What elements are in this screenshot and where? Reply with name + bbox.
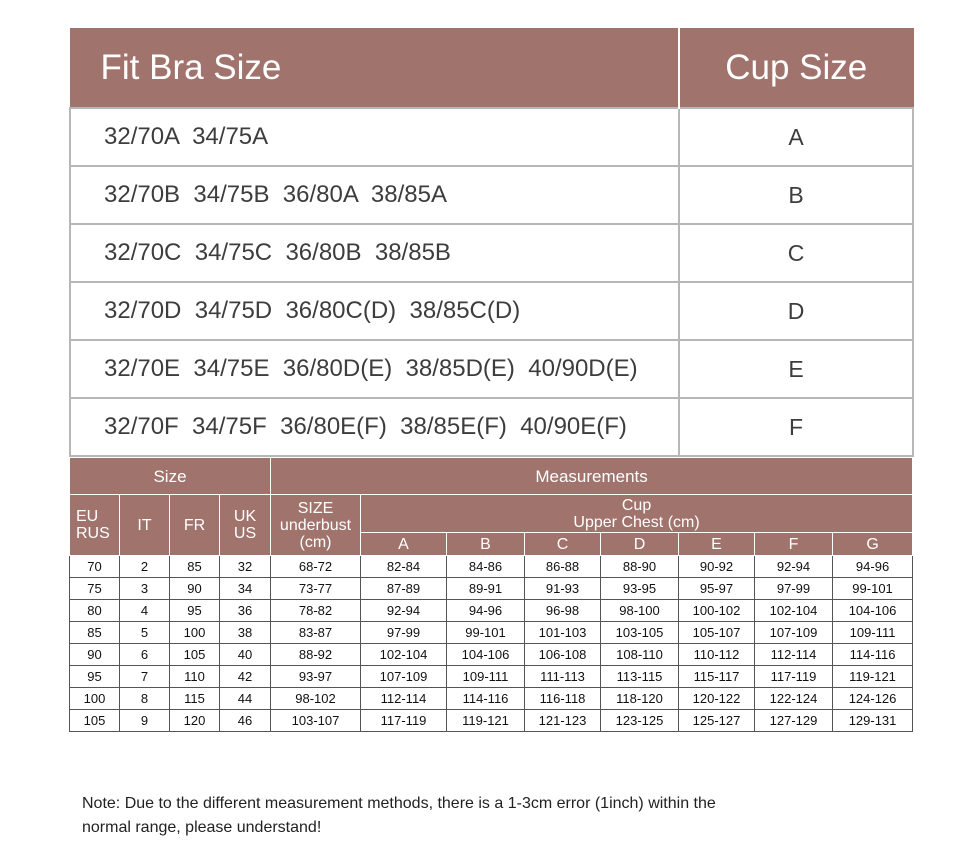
meas-header-row-2 [70,495,913,533]
measurement-row [70,710,913,732]
measurement-cell: 112-114 [361,688,447,710]
measurement-cell: 122-124 [755,688,833,710]
size-underbust-header [271,495,361,556]
cup-size-cell: A [679,108,913,166]
measurement-cell: 96-98 [525,600,601,622]
size-label: SIZE [297,499,334,517]
measurement-row [70,622,913,644]
measurement-cell: 115-117 [679,666,755,688]
measurement-cell: 115 [170,688,220,710]
measurement-cell: 73-77 [271,578,361,600]
cup-size-cell: B [679,166,913,224]
measurement-cell: 2 [120,556,170,578]
measurement-cell: 68-72 [271,556,361,578]
fit-table-row [70,340,913,398]
cup-size-header: Cup Size [679,29,913,109]
cup-upper-chest-header [361,495,913,533]
measurement-cell: 100 [70,688,120,710]
fit-sizes-cell: 32/70A 34/75A [70,108,679,166]
measurement-cell: 114-116 [833,644,913,666]
measurement-cell: 107-109 [361,666,447,688]
measurement-cell: 113-115 [601,666,679,688]
measurement-cell: 90-92 [679,556,755,578]
measurement-cell: 91-93 [525,578,601,600]
measurement-cell: 106-108 [525,644,601,666]
fr-header: FR [170,495,220,556]
measurement-cell: 105-107 [679,622,755,644]
fit-table-row [70,108,913,166]
cm-label: (cm) [299,533,332,551]
fit-table-row [70,166,913,224]
fit-sizes-cell: 32/70B 34/75B 36/80A 38/85A [70,166,679,224]
measurement-cell: 120-122 [679,688,755,710]
measurement-cell: 92-94 [755,556,833,578]
fit-table-row [70,224,913,282]
measurement-cell: 7 [120,666,170,688]
measurement-cell: 90 [70,644,120,666]
measurement-cell: 94-96 [833,556,913,578]
upper-chest-label: Upper Chest (cm) [573,513,700,531]
measurement-cell: 42 [220,666,271,688]
measurement-row [70,644,913,666]
measurement-cell: 119-121 [447,710,525,732]
measurement-cell: 98-100 [601,600,679,622]
fit-sizes-cell: 32/70D 34/75D 36/80C(D) 38/85C(D) [70,282,679,340]
measurement-cell: 117-119 [755,666,833,688]
measurement-cell: 103-105 [601,622,679,644]
rus-label: RUS [76,525,110,542]
measurement-row [70,666,913,688]
measurement-cell: 102-104 [361,644,447,666]
note-line-1: Note: Due to the different measurement methods, there is a 1-3cm error (1inch) within the [82,795,716,812]
measurement-cell: 121-123 [525,710,601,732]
measurement-cell: 102-104 [755,600,833,622]
measurement-cell: 99-101 [833,578,913,600]
fit-sizes-cell: 32/70F 34/75F 36/80E(F) 38/85E(F) 40/90E(F) [70,398,679,456]
fit-sizes-cell: 32/70C 34/75C 36/80B 38/85B [70,224,679,282]
measurement-cell: 110-112 [679,644,755,666]
cup-size-cell: E [679,340,913,398]
measurement-cell: 98-102 [271,688,361,710]
measurement-cell: 105 [170,644,220,666]
measurement-note [82,792,882,840]
us-label: US [233,525,257,542]
cup-letter-header: G [833,533,913,556]
uk-us-header [220,495,271,556]
measurement-cell: 104-106 [447,644,525,666]
measurement-cell: 108-110 [601,644,679,666]
measurement-cell: 127-129 [755,710,833,732]
measurement-cell: 125-127 [679,710,755,732]
fit-table-header [70,29,913,109]
measurements-group-header: Measurements [271,458,913,495]
measurement-cell: 114-116 [447,688,525,710]
measurement-cell: 40 [220,644,271,666]
cup-letter-header: D [601,533,679,556]
measurement-cell: 95 [70,666,120,688]
measurement-row [70,556,913,578]
measurement-cell: 123-125 [601,710,679,732]
measurement-cell: 75 [70,578,120,600]
measurement-cell: 120 [170,710,220,732]
measurement-cell: 3 [120,578,170,600]
measurement-row [70,600,913,622]
cup-label: Cup [621,496,652,514]
cup-letter-header: C [525,533,601,556]
measurement-cell: 111-113 [525,666,601,688]
measurement-cell: 93-97 [271,666,361,688]
it-header: IT [120,495,170,556]
measurement-cell: 89-91 [447,578,525,600]
measurement-cell: 109-111 [447,666,525,688]
measurement-cell: 88-90 [601,556,679,578]
measurement-cell: 88-92 [271,644,361,666]
measurement-cell: 87-89 [361,578,447,600]
cup-letter-header: E [679,533,755,556]
fit-bra-size-table [69,28,914,457]
measurement-cell: 100-102 [679,600,755,622]
measurement-cell: 104-106 [833,600,913,622]
fit-bra-size-header: Fit Bra Size [70,29,679,109]
fit-sizes-cell: 32/70E 34/75E 36/80D(E) 38/85D(E) 40/90D(E) [70,340,679,398]
measurement-cell: 34 [220,578,271,600]
measurement-cell: 103-107 [271,710,361,732]
measurement-cell: 9 [120,710,170,732]
cup-size-cell: F [679,398,913,456]
measurement-cell: 86-88 [525,556,601,578]
measurement-cell: 107-109 [755,622,833,644]
cup-letter-header: B [447,533,525,556]
measurement-cell: 105 [70,710,120,732]
measurement-cell: 109-111 [833,622,913,644]
measurement-cell: 110 [170,666,220,688]
measurements-table [69,457,913,732]
uk-label: UK [233,508,257,525]
measurement-cell: 32 [220,556,271,578]
measurement-cell: 97-99 [755,578,833,600]
measurement-cell: 94-96 [447,600,525,622]
measurement-cell: 70 [70,556,120,578]
measurement-row [70,688,913,710]
meas-header-row-1 [70,458,913,495]
measurement-cell: 84-86 [447,556,525,578]
measurements-body [70,556,913,732]
measurement-cell: 124-126 [833,688,913,710]
measurement-cell: 8 [120,688,170,710]
measurement-cell: 119-121 [833,666,913,688]
measurement-cell: 85 [170,556,220,578]
measurement-cell: 100 [170,622,220,644]
cup-size-cell: C [679,224,913,282]
measurement-cell: 4 [120,600,170,622]
measurement-cell: 90 [170,578,220,600]
underbust-label: underbust [279,516,352,534]
measurement-cell: 78-82 [271,600,361,622]
measurement-cell: 112-114 [755,644,833,666]
measurement-cell: 95 [170,600,220,622]
measurement-cell: 92-94 [361,600,447,622]
measurement-cell: 99-101 [447,622,525,644]
measurement-cell: 44 [220,688,271,710]
fit-table-row [70,282,913,340]
size-group-header: Size [70,458,271,495]
cup-letter-header: A [361,533,447,556]
cup-size-cell: D [679,282,913,340]
eu-label: EU [76,508,99,525]
measurement-cell: 6 [120,644,170,666]
eu-rus-header [70,495,120,556]
measurement-cell: 82-84 [361,556,447,578]
measurement-cell: 129-131 [833,710,913,732]
measurement-cell: 95-97 [679,578,755,600]
fit-table-body [70,108,913,456]
measurement-cell: 118-120 [601,688,679,710]
fit-table-row [70,398,913,456]
measurement-row [70,578,913,600]
measurement-cell: 83-87 [271,622,361,644]
measurement-cell: 80 [70,600,120,622]
measurement-cell: 97-99 [361,622,447,644]
measurement-cell: 85 [70,622,120,644]
measurement-cell: 101-103 [525,622,601,644]
measurement-cell: 46 [220,710,271,732]
measurement-cell: 38 [220,622,271,644]
measurement-cell: 5 [120,622,170,644]
cup-letter-header: F [755,533,833,556]
measurement-cell: 117-119 [361,710,447,732]
measurement-cell: 116-118 [525,688,601,710]
note-line-2: normal range, please understand! [82,819,322,836]
measurement-cell: 36 [220,600,271,622]
measurement-cell: 93-95 [601,578,679,600]
